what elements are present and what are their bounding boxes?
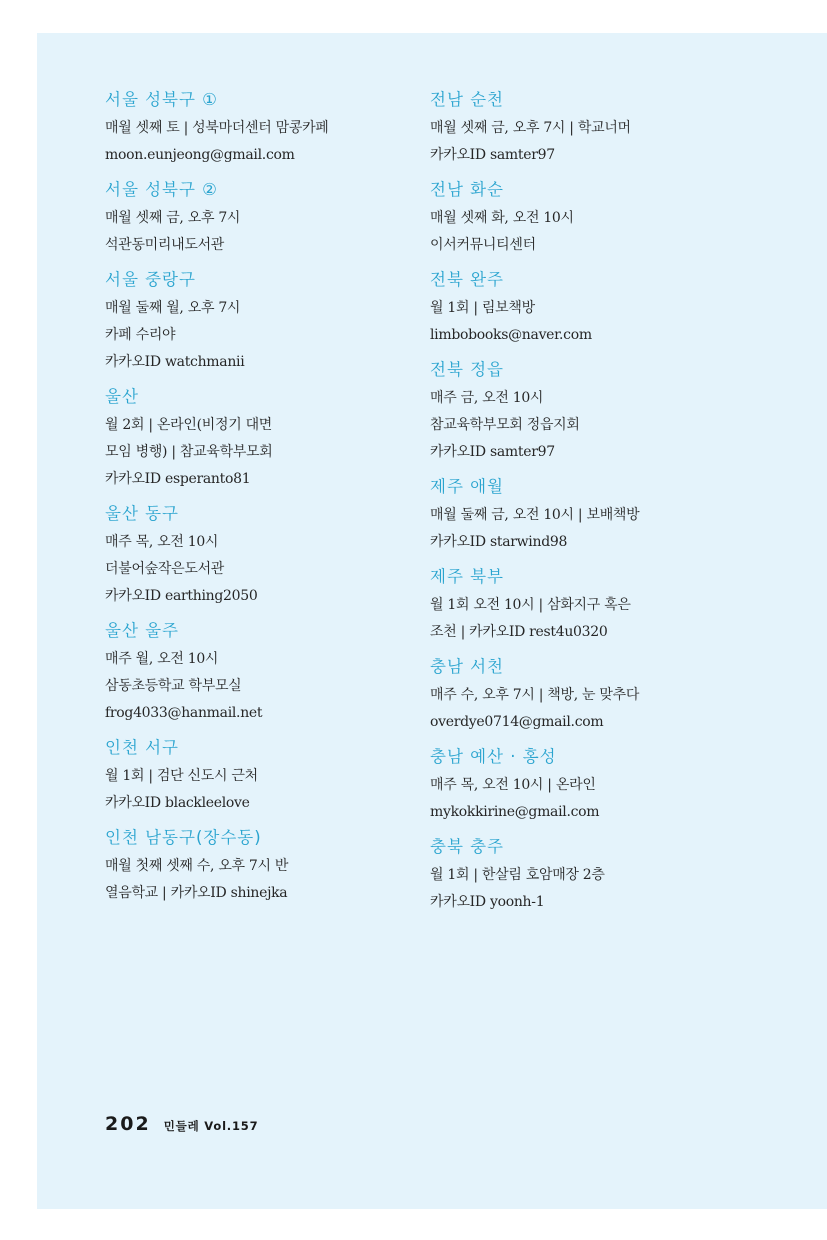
entry-detail-line: 매주 목, 오전 10시 [105, 534, 219, 550]
group-entry [105, 269, 405, 376]
entry-detail-line: 매주 금, 오전 10시 [430, 390, 544, 406]
group-entry [430, 746, 730, 826]
region-title: 서울 성북구 ① [105, 90, 218, 109]
entry-detail-line: 매주 월, 오전 10시 [105, 651, 219, 667]
entry-detail-line: 카카오ID earthing2050 [105, 588, 258, 604]
entry-detail-line: 조천 | 카카오ID rest4u0320 [430, 624, 608, 640]
group-entry [430, 89, 730, 169]
entry-detail-line: 매주 목, 오전 10시 | 온라인 [430, 777, 596, 793]
region-title: 전남 순천 [430, 90, 505, 109]
region-title: 충북 충주 [430, 837, 505, 856]
entry-detail-line: 월 2회 | 온라인(비정기 대면 [105, 417, 273, 433]
entry-detail-line: 카카오ID samter97 [430, 444, 555, 460]
group-entry [430, 269, 730, 349]
entry-detail-line: 카카오ID samter97 [430, 147, 555, 163]
entry-detail-line: 열음학교 | 카카오ID shinejka [105, 885, 288, 901]
entry-detail-line: frog4033@hanmail.net [105, 705, 263, 721]
entry-detail-line: 월 1회 | 한살림 호암매장 2층 [430, 867, 605, 883]
entry-detail-line: moon.eunjeong@gmail.com [105, 147, 295, 163]
right-column [430, 89, 730, 926]
group-entry [430, 656, 730, 736]
entry-detail-line: 삼동초등학교 학부모실 [105, 678, 242, 694]
entry-detail-line: 석관동미리내도서관 [105, 237, 225, 253]
region-title: 인천 남동구(장수동) [105, 828, 262, 847]
group-entry [430, 359, 730, 466]
entry-detail-line: limbobooks@naver.com [430, 327, 592, 343]
group-entry [105, 827, 405, 907]
entry-detail-line: 월 1회 | 림보책방 [430, 300, 535, 316]
entry-detail-line: 매월 셋째 금, 오후 7시 | 학교너머 [430, 120, 631, 136]
entry-detail-line: 매월 셋째 금, 오후 7시 [105, 210, 241, 226]
entry-detail-line: 매월 둘째 월, 오후 7시 [105, 300, 241, 316]
entry-detail-line: 매주 수, 오후 7시 | 책방, 눈 맞추다 [430, 687, 640, 703]
group-entry [105, 89, 405, 169]
group-entry [430, 476, 730, 556]
region-title: 울산 동구 [105, 504, 180, 523]
entry-detail-line: 월 1회 | 검단 신도시 근처 [105, 768, 258, 784]
entry-detail-line: 이서커뮤니티센터 [430, 237, 536, 253]
region-title: 제주 북부 [430, 567, 505, 586]
entry-detail-line: 모임 병행) | 참교육학부모회 [105, 444, 273, 460]
group-entry [105, 179, 405, 259]
region-title: 서울 성북구 ② [105, 180, 218, 199]
entry-detail-line: 카페 수리야 [105, 327, 176, 343]
group-entry [105, 737, 405, 817]
entry-detail-line: 카카오ID blackleelove [105, 795, 250, 811]
entry-detail-line: 매월 셋째 토 | 성북마더센터 맘콩카페 [105, 120, 329, 136]
group-entry [105, 386, 405, 493]
entry-detail-line: 월 1회 오전 10시 | 삼화지구 혹은 [430, 597, 631, 613]
region-title: 전남 화순 [430, 180, 505, 199]
entry-detail-line: 카카오ID starwind98 [430, 534, 568, 550]
entry-detail-line: 매월 셋째 화, 오전 10시 [430, 210, 574, 226]
entry-detail-line: 카카오ID yoonh-1 [430, 894, 545, 910]
region-title: 울산 울주 [105, 621, 180, 640]
region-title: 서울 중랑구 [105, 270, 196, 289]
entry-detail-line: overdye0714@gmail.com [430, 714, 604, 730]
magazine-issue: 민들레 Vol.157 [163, 1119, 259, 1133]
entry-detail-line: 매월 첫째 셋째 수, 오후 7시 반 [105, 858, 289, 874]
page-number: 202 [105, 1113, 151, 1135]
region-title: 제주 애월 [430, 477, 505, 496]
entry-detail-line: 매월 둘째 금, 오전 10시 | 보배책방 [430, 507, 640, 523]
region-title: 충남 서천 [430, 657, 505, 676]
group-entry [430, 179, 730, 259]
region-title: 울산 [105, 387, 139, 406]
group-entry [105, 503, 405, 610]
entry-detail-line: 카카오ID watchmanii [105, 354, 245, 370]
group-entry [430, 566, 730, 646]
region-title: 전북 완주 [430, 270, 505, 289]
group-entry [105, 620, 405, 727]
region-title: 충남 예산 · 홍성 [430, 747, 557, 766]
entry-detail-line: 카카오ID esperanto81 [105, 471, 251, 487]
entry-detail-line: mykokkirine@gmail.com [430, 804, 600, 820]
entry-detail-line: 더불어숲작은도서관 [105, 561, 225, 577]
entry-detail-line: 참교육학부모회 정읍지회 [430, 417, 580, 433]
page-footer [105, 1113, 258, 1135]
left-column [105, 89, 405, 917]
region-title: 인천 서구 [105, 738, 180, 757]
region-title: 전북 정읍 [430, 360, 505, 379]
group-entry [430, 836, 730, 916]
